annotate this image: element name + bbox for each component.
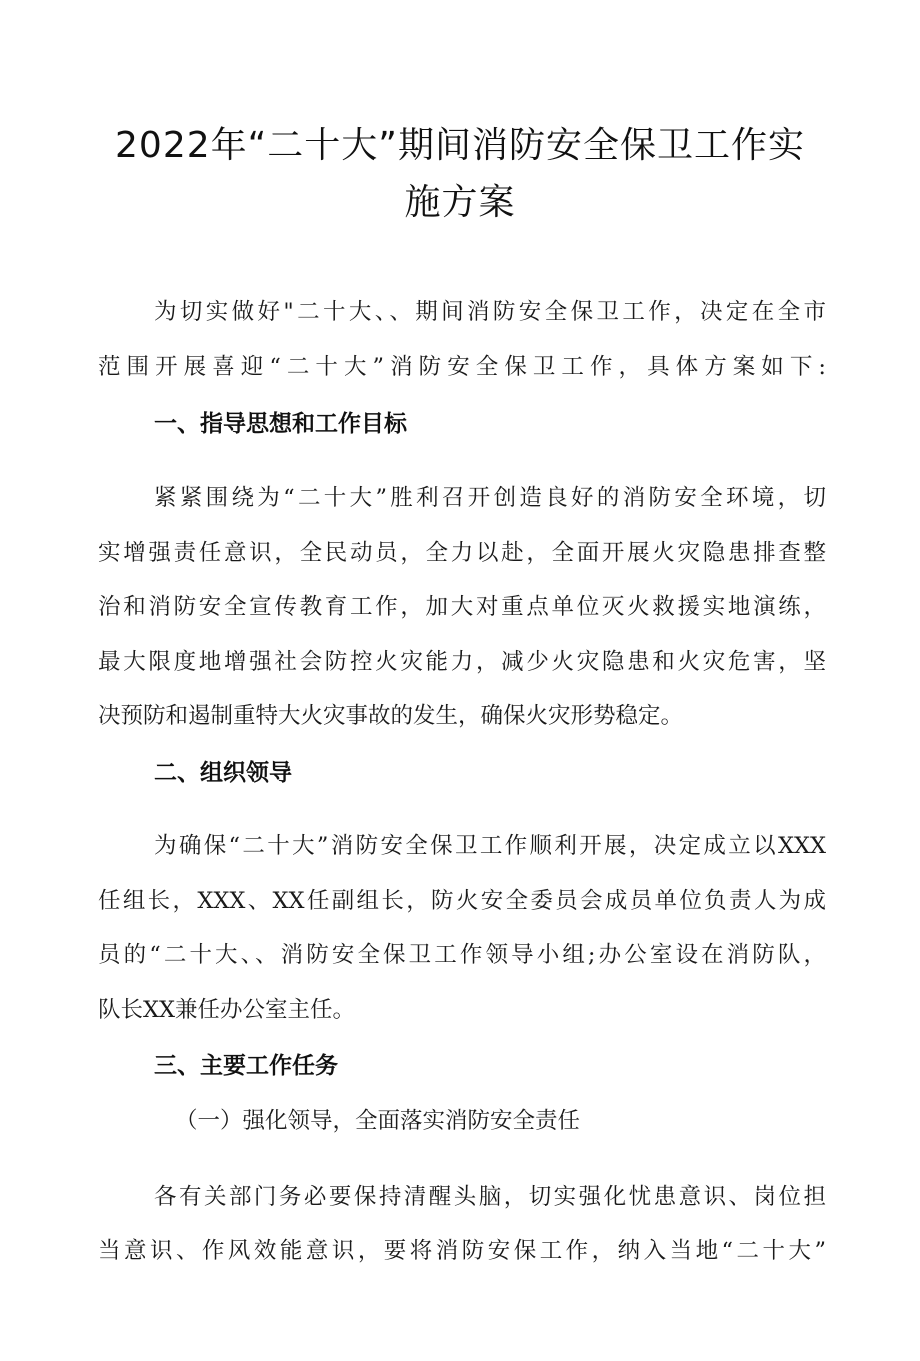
section-2-heading: 二、组织领导: [154, 760, 292, 786]
section-1-line-3: 治和消防安全宣传教育工作，加大对重点单位灭火救援实地演练，: [98, 594, 826, 620]
intro-line-1: 为切实做好"二十大、、期间消防安全保卫工作，决定在全市: [154, 299, 826, 325]
section-3-subheading: （一）强化领导，全面落实消防安全责任: [175, 1108, 581, 1134]
section-1-heading: 一、指导思想和工作目标: [154, 411, 407, 437]
section-1-line-4: 最大限度地增强社会防控火灾能力，减少火灾隐患和火灾危害，坚: [98, 649, 826, 675]
document-title-line-1: 2022年“二十大”期间消防安全保卫工作实: [115, 125, 805, 166]
section-2-line-2: 任组长，XXX、XX任副组长，防火安全委员会成员单位负责人为成: [98, 888, 826, 914]
section-2-line-3: 员的“二十大、、消防安全保卫工作领导小组;办公室设在消防队，: [98, 942, 826, 968]
section-2-line-1: 为确保“二十大”消防安全保卫工作顺利开展，决定成立以XXX: [154, 833, 826, 859]
document-title-line-2: 施方案: [404, 182, 516, 223]
intro-line-2: 范围开展喜迎“二十大”消防安全保卫工作，具体方案如下:: [98, 354, 826, 380]
section-2-line-4: 队长XX兼任办公室主任。: [98, 997, 356, 1023]
section-3-heading: 三、主要工作任务: [154, 1053, 338, 1079]
section-1-line-1: 紧紧围绕为“二十大”胜利召开创造良好的消防安全环境，切: [154, 485, 826, 511]
section-1-line-5: 决预防和遏制重特大火灾事故的发生，确保火灾形势稳定。: [98, 703, 684, 729]
section-3-line-2: 当意识、作风效能意识，要将消防安保工作，纳入当地“二十大”: [98, 1238, 826, 1264]
section-1-line-2: 实增强责任意识，全民动员，全力以赴，全面开展火灾隐患排查整: [98, 540, 826, 566]
section-3-line-1: 各有关部门务必要保持清醒头脑，切实强化忧患意识、岗位担: [154, 1184, 826, 1210]
